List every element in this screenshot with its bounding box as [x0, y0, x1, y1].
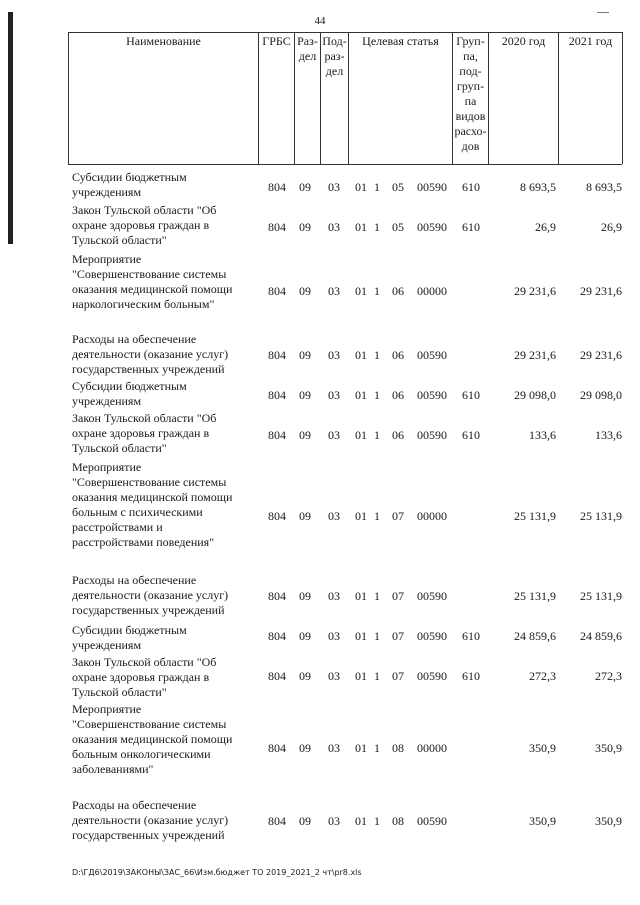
header-podrazdel-line: Под-	[322, 34, 347, 48]
header-divider	[488, 32, 489, 164]
header-razdel-line: дел	[298, 49, 317, 63]
row-name-line: Расходы на обеспечение	[72, 573, 197, 587]
cell-cs-direction: 00590	[417, 589, 447, 603]
row-name-line: оказания медицинской помощи	[72, 490, 233, 504]
cell-razdel: 09	[299, 509, 311, 523]
cell-cs-program: 01	[355, 220, 367, 234]
header-celevaya-statya: Целевая статья	[362, 34, 439, 48]
cell-vid-rashodov: 610	[462, 669, 480, 683]
row-name	[72, 411, 258, 456]
cell-cs-direction: 00590	[417, 220, 447, 234]
cell-cs-event: 07	[392, 669, 404, 683]
cell-grbs: 804	[268, 509, 286, 523]
row-name-line: деятельности (оказание услуг)	[72, 813, 229, 827]
row-name-line: учреждениям	[72, 638, 142, 652]
row-name-line: Закон Тульской области "Об	[72, 411, 217, 425]
cell-amount-2020: 272,3	[529, 669, 556, 683]
cell-cs-type: 1	[374, 589, 380, 603]
header-divider	[348, 32, 349, 164]
row-name-line: расстройствами поведения"	[72, 535, 215, 549]
row-name-line: Расходы на обеспечение	[72, 332, 197, 346]
header-vr-line: па	[464, 94, 477, 108]
row-name-line: Субсидии бюджетным	[72, 379, 187, 393]
cell-amount-2021: 350,9	[595, 741, 622, 755]
cell-cs-type: 1	[374, 284, 380, 298]
cell-vid-rashodov: 610	[462, 629, 480, 643]
cell-amount-2021: 29 231,6	[580, 284, 622, 298]
cell-amount-2021: 24 859,6	[580, 629, 622, 643]
cell-cs-direction: 00000	[417, 741, 447, 755]
row-name-line: больным онкологическими	[72, 747, 211, 761]
cell-amount-2020: 29 098,0	[514, 388, 556, 402]
cell-cs-direction: 00590	[417, 669, 447, 683]
row-name	[72, 252, 258, 312]
cell-cs-program: 01	[355, 509, 367, 523]
header-year-2020: 2020 год	[501, 34, 546, 48]
row-name-line: "Совершенствование системы	[72, 717, 227, 731]
cell-razdel: 09	[299, 388, 311, 402]
row-name	[72, 332, 258, 377]
cell-cs-program: 01	[355, 629, 367, 643]
cell-podrazdel: 03	[328, 388, 340, 402]
cell-cs-type: 1	[374, 741, 380, 755]
cell-razdel: 09	[299, 589, 311, 603]
row-name-line: Мероприятие	[72, 460, 142, 474]
cell-razdel: 09	[299, 814, 311, 828]
header-vr-line: па,	[463, 49, 478, 63]
cell-cs-program: 01	[355, 180, 367, 194]
cell-amount-2021: 25 131,9	[580, 509, 622, 523]
cell-cs-program: 01	[355, 428, 367, 442]
cell-razdel: 09	[299, 428, 311, 442]
cell-cs-program: 01	[355, 284, 367, 298]
row-name-line: Тульской области"	[72, 685, 167, 699]
header-vr-line: дов	[461, 139, 480, 153]
cell-cs-type: 1	[374, 814, 380, 828]
row-name-line: охране здоровья граждан в	[72, 670, 210, 684]
cell-cs-direction: 00590	[417, 629, 447, 643]
header-name: Наименование	[126, 34, 201, 48]
cell-amount-2021: 29 231,6	[580, 348, 622, 362]
cell-cs-program: 01	[355, 388, 367, 402]
cell-amount-2020: 133,6	[529, 428, 556, 442]
header-vr-line: груп-	[456, 79, 485, 93]
cell-grbs: 804	[268, 669, 286, 683]
header-podrazdel-line: дел	[325, 64, 344, 78]
cell-grbs: 804	[268, 348, 286, 362]
header-vid-rashodov	[453, 34, 488, 154]
cell-grbs: 804	[268, 629, 286, 643]
cell-cs-type: 1	[374, 509, 380, 523]
header-vr-line: видов	[455, 109, 486, 123]
row-name-line: больным с психическими	[72, 505, 203, 519]
cell-grbs: 804	[268, 284, 286, 298]
cell-grbs: 804	[268, 741, 286, 755]
cell-razdel: 09	[299, 741, 311, 755]
row-name-line: Тульской области"	[72, 233, 167, 247]
header-divider	[558, 32, 559, 164]
cell-podrazdel: 03	[328, 669, 340, 683]
cell-grbs: 804	[268, 220, 286, 234]
corner-mark	[597, 12, 609, 13]
row-name-line: деятельности (оказание услуг)	[72, 347, 229, 361]
cell-amount-2020: 25 131,9	[514, 509, 556, 523]
cell-podrazdel: 03	[328, 814, 340, 828]
cell-cs-event: 05	[392, 220, 404, 234]
row-name-line: Закон Тульской области "Об	[72, 655, 217, 669]
cell-cs-event: 08	[392, 814, 404, 828]
cell-cs-program: 01	[355, 741, 367, 755]
cell-podrazdel: 03	[328, 428, 340, 442]
header-year-2021: 2021 год	[568, 34, 613, 48]
cell-razdel: 09	[299, 629, 311, 643]
header-divider	[68, 32, 69, 164]
cell-amount-2021: 8 693,5	[586, 180, 622, 194]
row-name	[72, 798, 258, 843]
row-name-line: Мероприятие	[72, 702, 142, 716]
header-vr-line: Груп-	[456, 34, 485, 48]
cell-vid-rashodov: 610	[462, 428, 480, 442]
cell-cs-program: 01	[355, 348, 367, 362]
cell-podrazdel: 03	[328, 509, 340, 523]
cell-cs-type: 1	[374, 669, 380, 683]
header-divider	[258, 32, 259, 164]
cell-cs-event: 07	[392, 629, 404, 643]
cell-cs-type: 1	[374, 348, 380, 362]
cell-podrazdel: 03	[328, 741, 340, 755]
row-name-line: "Совершенствование системы	[72, 475, 227, 489]
cell-cs-direction: 00590	[417, 428, 447, 442]
cell-amount-2020: 25 131,9	[514, 589, 556, 603]
cell-cs-program: 01	[355, 589, 367, 603]
row-name-line: Закон Тульской области "Об	[72, 203, 217, 217]
row-name	[72, 702, 258, 777]
row-name	[72, 623, 258, 653]
cell-podrazdel: 03	[328, 220, 340, 234]
header-podrazdel	[321, 34, 348, 79]
row-name-line: учреждениям	[72, 185, 142, 199]
cell-cs-direction: 00590	[417, 180, 447, 194]
row-name-line: оказания медицинской помощи	[72, 282, 233, 296]
cell-cs-type: 1	[374, 388, 380, 402]
cell-amount-2021: 29 098,0	[580, 388, 622, 402]
cell-grbs: 804	[268, 589, 286, 603]
row-name	[72, 170, 258, 200]
cell-cs-direction: 00000	[417, 509, 447, 523]
header-podrazdel-line: раз-	[324, 49, 345, 63]
cell-vid-rashodov: 610	[462, 220, 480, 234]
row-name-line: "Совершенствование системы	[72, 267, 227, 281]
cell-cs-type: 1	[374, 180, 380, 194]
cell-cs-event: 07	[392, 589, 404, 603]
cell-podrazdel: 03	[328, 348, 340, 362]
header-top-border	[68, 32, 622, 33]
cell-vid-rashodov: 610	[462, 180, 480, 194]
cell-cs-event: 06	[392, 284, 404, 298]
header-grbs: ГРБС	[262, 34, 291, 48]
row-name	[72, 460, 258, 550]
row-name-line: оказания медицинской помощи	[72, 732, 233, 746]
cell-cs-direction: 00590	[417, 348, 447, 362]
header-razdel	[295, 34, 320, 64]
cell-vid-rashodov: 610	[462, 388, 480, 402]
cell-cs-type: 1	[374, 428, 380, 442]
cell-grbs: 804	[268, 388, 286, 402]
cell-amount-2020: 350,9	[529, 814, 556, 828]
cell-cs-direction: 00590	[417, 814, 447, 828]
cell-amount-2021: 272,3	[595, 669, 622, 683]
cell-cs-direction: 00000	[417, 284, 447, 298]
cell-amount-2020: 24 859,6	[514, 629, 556, 643]
row-name-line: охране здоровья граждан в	[72, 426, 210, 440]
header-vr-line: под-	[459, 64, 482, 78]
row-name	[72, 379, 258, 409]
cell-razdel: 09	[299, 348, 311, 362]
cell-grbs: 804	[268, 814, 286, 828]
header-bottom-border	[68, 164, 622, 165]
row-name	[72, 203, 258, 248]
row-name-line: наркологическим больным"	[72, 297, 215, 311]
cell-amount-2020: 350,9	[529, 741, 556, 755]
cell-cs-type: 1	[374, 220, 380, 234]
row-name-line: Субсидии бюджетным	[72, 170, 187, 184]
cell-podrazdel: 03	[328, 284, 340, 298]
row-name	[72, 655, 258, 700]
cell-razdel: 09	[299, 669, 311, 683]
cell-razdel: 09	[299, 180, 311, 194]
row-name-line: государственных учреждений	[72, 362, 225, 376]
cell-cs-event: 06	[392, 388, 404, 402]
cell-podrazdel: 03	[328, 180, 340, 194]
cell-razdel: 09	[299, 284, 311, 298]
row-name-line: Субсидии бюджетным	[72, 623, 187, 637]
cell-cs-event: 05	[392, 180, 404, 194]
page-number: 44	[314, 15, 326, 27]
row-name-line: охране здоровья граждан в	[72, 218, 210, 232]
cell-razdel: 09	[299, 220, 311, 234]
row-name-line: Расходы на обеспечение	[72, 798, 197, 812]
cell-grbs: 804	[268, 428, 286, 442]
file-path-footer: D:\ГД6\2019\ЗАКОНЫ\ЗАС_66\Изм.бюджет ТО 2019_2021_2 чт\pr8.xls	[72, 868, 362, 877]
row-name-line: Тульской области"	[72, 441, 167, 455]
cell-cs-program: 01	[355, 669, 367, 683]
cell-cs-type: 1	[374, 629, 380, 643]
row-name-line: государственных учреждений	[72, 828, 225, 842]
header-razdel-line: Раз-	[297, 34, 318, 48]
cell-grbs: 804	[268, 180, 286, 194]
row-name-line: государственных учреждений	[72, 603, 225, 617]
cell-amount-2021: 25 131,9	[580, 589, 622, 603]
row-name-line: деятельности (оказание услуг)	[72, 588, 229, 602]
cell-cs-event: 06	[392, 428, 404, 442]
row-name-line: Мероприятие	[72, 252, 142, 266]
row-name	[72, 573, 258, 618]
cell-amount-2020: 26,9	[535, 220, 556, 234]
cell-cs-event: 06	[392, 348, 404, 362]
cell-amount-2021: 350,9	[595, 814, 622, 828]
cell-cs-event: 08	[392, 741, 404, 755]
cell-podrazdel: 03	[328, 589, 340, 603]
cell-podrazdel: 03	[328, 629, 340, 643]
cell-cs-direction: 00590	[417, 388, 447, 402]
cell-amount-2020: 29 231,6	[514, 284, 556, 298]
cell-amount-2020: 8 693,5	[520, 180, 556, 194]
cell-amount-2021: 26,9	[601, 220, 622, 234]
header-vr-line: расхо-	[454, 124, 487, 138]
row-name-line: заболеваниями"	[72, 762, 154, 776]
cell-cs-program: 01	[355, 814, 367, 828]
cell-amount-2021: 133,6	[595, 428, 622, 442]
header-divider	[622, 32, 623, 164]
cell-cs-event: 07	[392, 509, 404, 523]
row-name-line: учреждениям	[72, 394, 142, 408]
row-name-line: расстройствами и	[72, 520, 163, 534]
cell-amount-2020: 29 231,6	[514, 348, 556, 362]
scan-edge-mark	[8, 12, 13, 244]
